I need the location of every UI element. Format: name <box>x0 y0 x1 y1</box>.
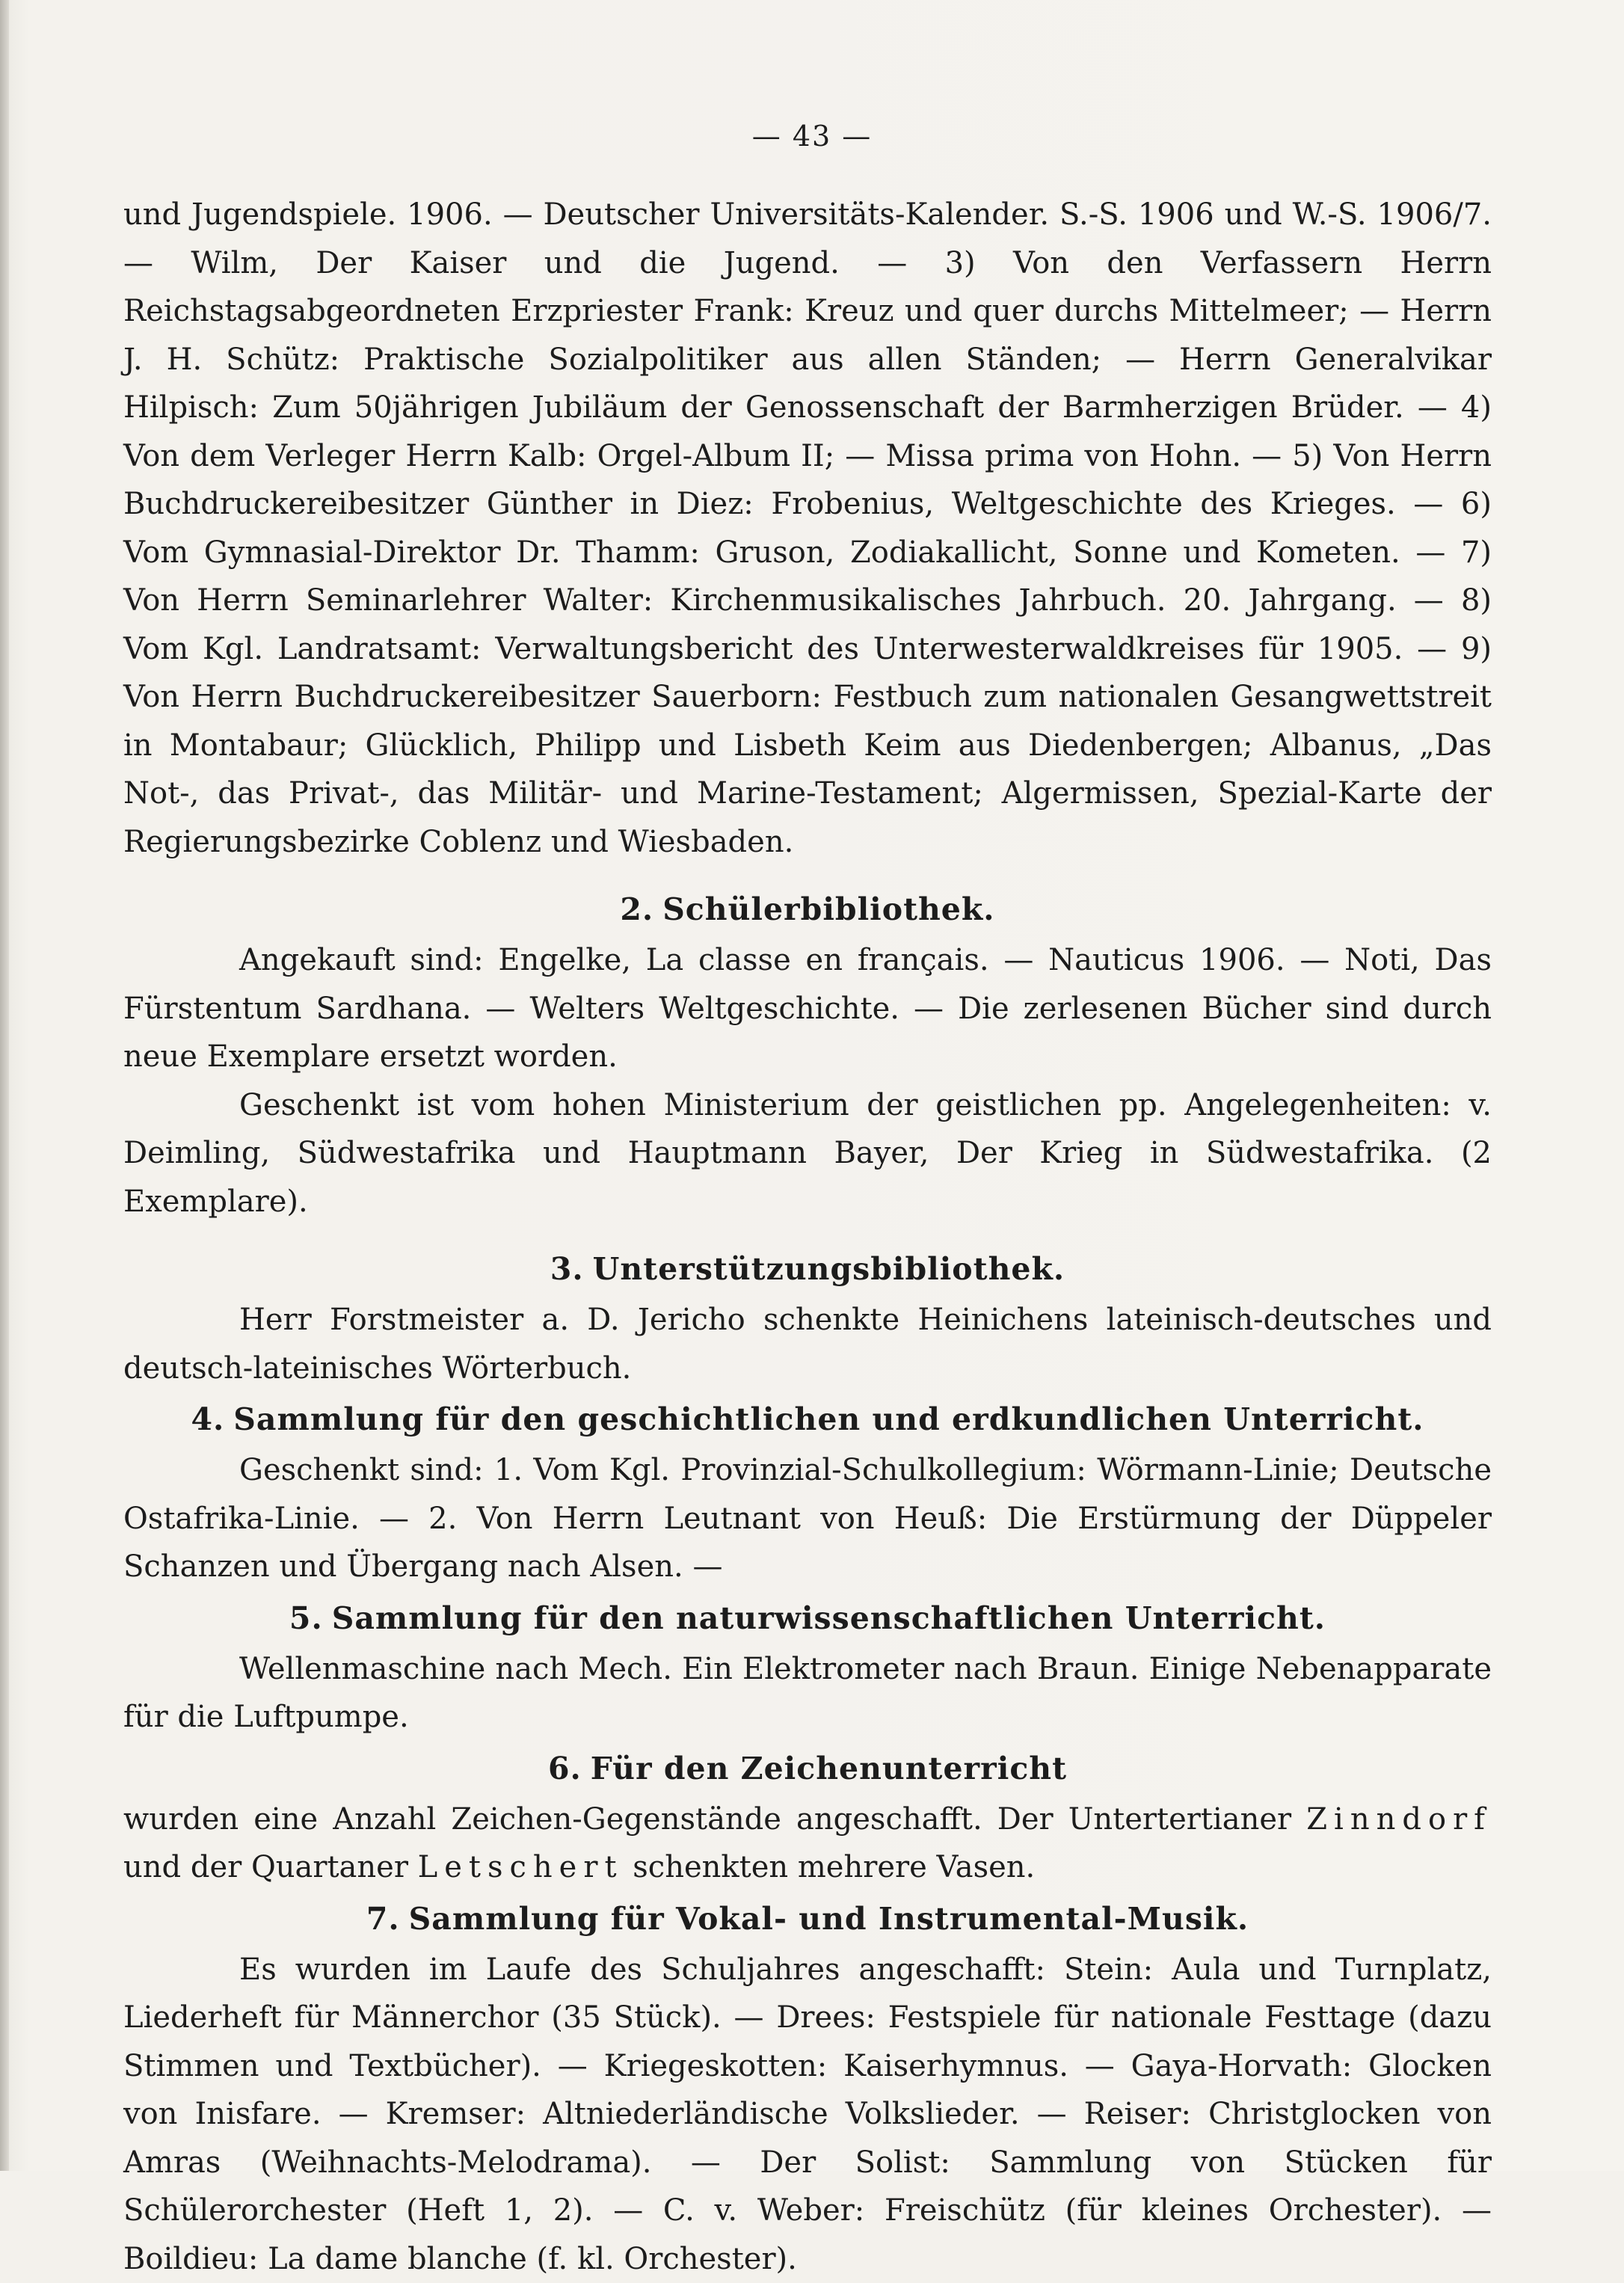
section-number: 5. <box>289 1600 323 1636</box>
page-edge-shadow <box>0 0 9 2171</box>
section-paragraph: Herr Forstmeister a. D. Jericho schenkte Heinichens lateinisch-deutsches und deutsch-lateinisches Wörterbuch. <box>123 1296 1492 1392</box>
section-number: 7. <box>366 1901 400 1937</box>
section-number: 6. <box>548 1751 582 1786</box>
section-heading-schuelerbibliothek <box>123 882 1492 936</box>
section-title: Sammlung für den naturwissenschaftlichen Unterricht. <box>332 1600 1326 1636</box>
student-name: Letschert <box>418 1850 624 1884</box>
section-title: Sammlung für Vokal- und Instrumental-Musik. <box>409 1901 1249 1937</box>
section-title: Für den Zeichenunterricht <box>591 1751 1067 1786</box>
section-title: Sammlung für den geschichtlichen und erdkundlichen Unterricht. <box>233 1401 1424 1437</box>
text-run: schenkten mehrere Vasen. <box>624 1850 1036 1884</box>
text-run: und der Quartaner <box>123 1850 418 1884</box>
section-number: 3. <box>550 1251 584 1287</box>
section-heading-naturwissenschaft <box>123 1591 1492 1645</box>
section-heading-zeichenunterricht <box>123 1742 1492 1795</box>
section-title: Unterstützungsbibliothek. <box>593 1251 1065 1287</box>
section-heading-geschichte-erdkunde <box>123 1392 1492 1446</box>
section-paragraph: Es wurden im Laufe des Schuljahres angeschafft: Stein: Aula und Turnplatz, Liederheft für Männerchor (35 Stück). — Drees: Festspiele für nationale Festtage (dazu Stimmen und Textbücher). — Kriegeskotten: Kaiserhymnus. — Gaya-Horvath: Glocken von Inisfare. — Kremser: Altniederländische Volkslieder. — Reiser: Christglocken von Amras (Weihnachts-Melodrama). — Der Solist: Sammlung von Stücken für Schülerorchester (Heft 1, 2). — C. v. Weber: Freischütz (für kleines Orchester). — Boildieu: La dame blanche (f. kl. Orchester). <box>123 1946 1492 2283</box>
section-number: 2. <box>620 891 653 927</box>
section-paragraph: Geschenkt sind: 1. Vom Kgl. Provinzial-Schulkollegium: Wörmann-Linie; Deutsche Ostafrika-Linie. — 2. Von Herrn Leutnant von Heuß: Die Erstürmung der Düppeler Schanzen und Übergang nach Alsen. — <box>123 1446 1492 1591</box>
section-heading-musik <box>123 1892 1492 1946</box>
text-run: wurden eine Anzahl Zeichen-Gegenstände angeschafft. Der Untertertianer <box>123 1802 1306 1837</box>
student-name: Zinndorf <box>1306 1802 1492 1837</box>
section-paragraph: Wellenmaschine nach Mech. Ein Elektrometer nach Braun. Einige Nebenapparate für die Luftpumpe. <box>123 1645 1492 1742</box>
section-number: 4. <box>191 1401 224 1437</box>
section-paragraph: Geschenkt ist vom hohen Ministerium der geistlichen pp. Angelegenheiten: v. Deimling, Südwestafrika und Hauptmann Bayer, Der Krieg in Südwestafrika. (2 Exemplare). <box>123 1081 1492 1226</box>
section-paragraph-zeichen <box>123 1795 1492 1892</box>
page-content <box>123 191 1492 2283</box>
page-number: — 43 — <box>0 120 1624 153</box>
section-paragraph: Angekauft sind: Engelke, La classe en français. — Nauticus 1906. — Noti, Das Fürstentum Sardhana. — Welters Weltgeschichte. — Die zerlesenen Bücher sind durch neue Exemplare ersetzt worden. <box>123 936 1492 1081</box>
intro-paragraph: und Jugendspiele. 1906. — Deutscher Universitäts-Kalender. S.-S. 1906 und W.-S. 1906/7. — Wilm, Der Kaiser und die Jugend. — 3) Von den Verfassern Herrn Reichstagsabgeordneten Erzpriester Frank: Kreuz und quer durchs Mittelmeer; — Herrn J. H. Schütz: Praktische Sozialpolitiker aus allen Ständen; — Herrn Generalvikar Hilpisch: Zum 50jährigen Jubiläum der Genossenschaft der Barmherzigen Brüder. — 4) Von dem Verleger Herrn Kalb: Orgel-Album II; — Missa prima von Hohn. — 5) Von Herrn Buchdruckereibesitzer Günther in Diez: Frobenius, Weltgeschichte des Krieges. — 6) Vom Gymnasial-Direktor Dr. Thamm: Gruson, Zodiakallicht, Sonne und Kometen. — 7) Von Herrn Seminarlehrer Walter: Kirchenmusikalisches Jahrbuch. 20. Jahrgang. — 8) Vom Kgl. Landratsamt: Verwaltungsbericht des Unterwesterwaldkreises für 1905. — 9) Von Herrn Buchdruckereibesitzer Sauerborn: Festbuch zum nationalen Gesangwettstreit in Montabaur; Glücklich, Philipp und Lisbeth Keim aus Diedenbergen; Albanus, „Das Not-, das Privat-, das Militär- und Marine-Testament; Algermissen, Spezial-Karte der Regierungsbezirke Coblenz und Wiesbaden. <box>123 191 1492 866</box>
section-title: Schülerbibliothek. <box>662 891 994 927</box>
section-heading-unterstuetzungsbibliothek <box>123 1242 1492 1296</box>
